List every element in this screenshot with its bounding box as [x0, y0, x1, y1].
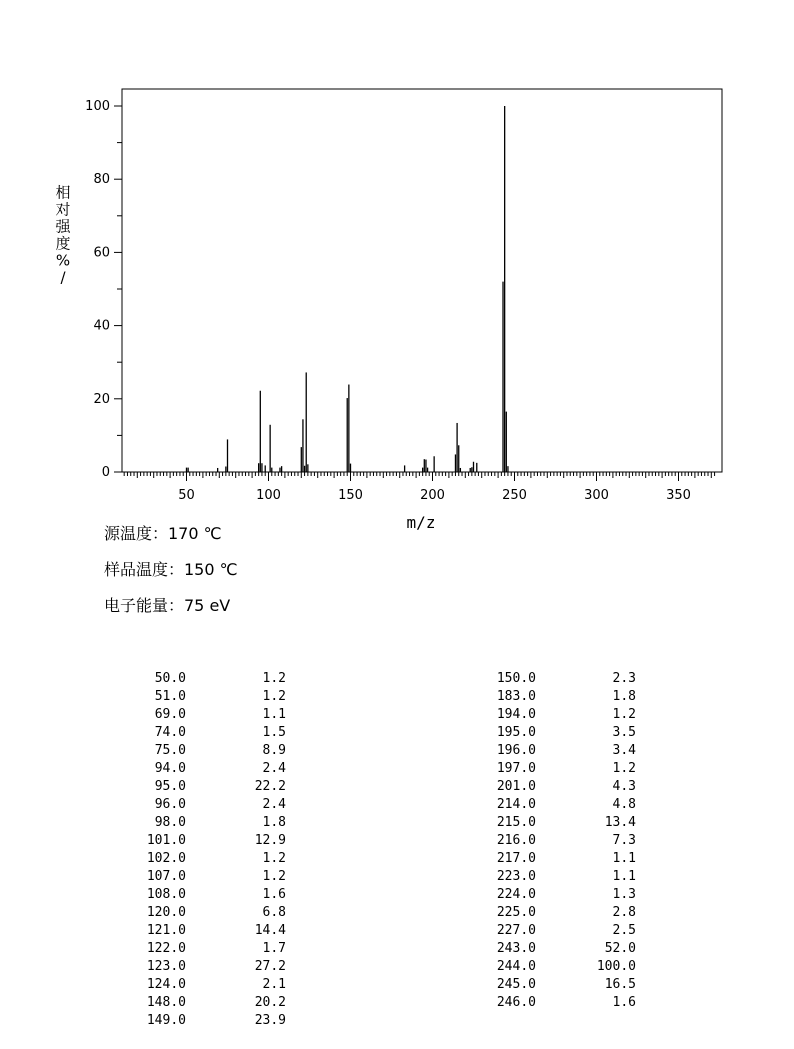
peak-mz: 223.0 — [496, 869, 536, 884]
peak-mz: 217.0 — [496, 851, 536, 866]
peak-mz: 50.0 — [154, 671, 186, 686]
peak-row — [470, 724, 636, 742]
peak-intensity: 8.9 — [262, 743, 286, 758]
peak-row — [470, 904, 636, 922]
peak-mz: 150.0 — [496, 671, 536, 686]
x-tick-label: 150 — [338, 488, 363, 503]
y-tick-label: 80 — [93, 172, 110, 188]
peak-mz: 120.0 — [146, 905, 186, 920]
peak-mz: 225.0 — [496, 905, 536, 920]
peak-intensity: 12.9 — [254, 833, 286, 848]
peak-mz: 124.0 — [146, 977, 186, 992]
peak-row — [470, 994, 636, 1012]
peak-row — [120, 886, 286, 904]
peak-intensity: 52.0 — [604, 941, 636, 956]
peak-intensity: 13.4 — [604, 815, 636, 830]
peak-mz: 243.0 — [496, 941, 536, 956]
peak-intensity: 1.1 — [612, 869, 636, 884]
x-tick-label: 200 — [420, 488, 445, 503]
peak-table-left — [120, 670, 286, 1030]
y-axis-label-char: / — [60, 268, 66, 287]
peak-mz: 123.0 — [146, 959, 186, 974]
peak-mz: 215.0 — [496, 815, 536, 830]
x-tick-label: 50 — [178, 488, 195, 503]
peak-row — [120, 724, 286, 742]
peak-row — [120, 1012, 286, 1030]
peak-intensity: 23.9 — [254, 1013, 286, 1028]
peak-mz: 122.0 — [146, 941, 186, 956]
peak-mz: 224.0 — [496, 887, 536, 902]
peak-table-right — [470, 670, 636, 1012]
peak-row — [470, 850, 636, 868]
peak-mz: 101.0 — [146, 833, 186, 848]
x-tick-label: 100 — [256, 488, 281, 503]
peak-intensity: 1.2 — [262, 851, 286, 866]
y-tick-label: 100 — [85, 99, 110, 114]
y-axis-label-char: 强 — [55, 217, 71, 236]
peak-mz: 108.0 — [146, 887, 186, 902]
peak-intensity: 1.7 — [262, 941, 286, 956]
y-tick-label: 20 — [93, 391, 110, 407]
x-axis — [124, 472, 714, 503]
peak-row — [120, 868, 286, 886]
peak-row — [120, 814, 286, 832]
peak-row — [120, 796, 286, 814]
peak-mz: 96.0 — [154, 797, 186, 812]
peak-intensity: 6.8 — [262, 905, 286, 920]
peak-intensity: 1.2 — [262, 869, 286, 884]
y-tick-label: 0 — [101, 465, 110, 480]
peak-intensity: 1.2 — [262, 671, 286, 686]
x-tick-label: 300 — [584, 488, 609, 503]
peak-mz: 94.0 — [154, 761, 186, 776]
peak-row — [120, 778, 286, 796]
peak-row — [120, 922, 286, 940]
peak-row — [470, 814, 636, 832]
peak-mz: 95.0 — [154, 779, 186, 794]
peak-intensity: 4.8 — [612, 797, 636, 812]
peak-row — [470, 706, 636, 724]
peak-row — [470, 670, 636, 688]
peak-row — [470, 886, 636, 904]
peak-row — [120, 670, 286, 688]
peak-intensity: 2.4 — [262, 797, 286, 812]
peak-mz: 245.0 — [496, 977, 536, 992]
peak-row — [470, 958, 636, 976]
y-axis-label-char: 相 — [55, 183, 71, 202]
peak-row — [120, 742, 286, 760]
y-tick-label: 40 — [93, 318, 110, 334]
peak-row — [120, 832, 286, 850]
peak-row — [120, 940, 286, 958]
peak-row — [470, 742, 636, 760]
y-tick-label: 60 — [93, 245, 110, 261]
peak-mz: 121.0 — [146, 923, 186, 938]
peak-intensity: 1.2 — [612, 707, 636, 722]
peak-intensity: 22.2 — [254, 779, 286, 794]
y-axis-label — [55, 184, 71, 287]
peak-mz: 98.0 — [154, 815, 186, 830]
peak-mz: 227.0 — [496, 923, 536, 938]
peak-intensity: 2.5 — [612, 923, 636, 938]
electron-energy: 电子能量：75 eV — [104, 596, 231, 615]
peak-row — [120, 688, 286, 706]
peak-row — [120, 760, 286, 778]
peak-intensity: 27.2 — [254, 959, 286, 974]
source-temperature: 源温度：170 ℃ — [104, 524, 222, 543]
peak-intensity: 1.6 — [612, 995, 636, 1010]
peak-mz: 183.0 — [496, 689, 536, 704]
peak-row — [120, 850, 286, 868]
x-tick-label: 350 — [666, 488, 691, 503]
peak-bars — [187, 106, 508, 472]
peak-row — [120, 994, 286, 1012]
peak-intensity: 7.3 — [612, 833, 636, 848]
peak-row — [470, 688, 636, 706]
peak-mz: 148.0 — [146, 995, 186, 1010]
peak-intensity: 1.3 — [612, 887, 636, 902]
peak-mz: 51.0 — [154, 689, 186, 704]
peak-intensity: 16.5 — [604, 977, 636, 992]
peak-intensity: 3.5 — [612, 725, 636, 740]
peak-intensity: 1.2 — [612, 761, 636, 776]
y-axis-label-group — [55, 184, 71, 287]
sample-temperature: 样品温度：150 ℃ — [104, 560, 238, 579]
peak-row — [470, 868, 636, 886]
peak-mz: 75.0 — [154, 743, 186, 758]
peak-row — [470, 832, 636, 850]
y-axis-label-char: 度 — [55, 234, 71, 253]
peak-row — [470, 922, 636, 940]
peak-mz: 196.0 — [496, 743, 536, 758]
peak-mz: 74.0 — [154, 725, 186, 740]
y-axis-label-char: 对 — [55, 200, 71, 219]
peak-intensity: 1.8 — [262, 815, 286, 830]
peak-intensity: 1.5 — [262, 725, 286, 740]
peak-row — [120, 904, 286, 922]
peak-intensity: 100.0 — [596, 959, 636, 974]
peak-row — [120, 976, 286, 994]
peak-mz: 195.0 — [496, 725, 536, 740]
peak-row — [470, 940, 636, 958]
peak-intensity: 1.1 — [612, 851, 636, 866]
peak-row — [470, 796, 636, 814]
peak-mz: 102.0 — [146, 851, 186, 866]
peak-intensity: 20.2 — [254, 995, 286, 1010]
peak-intensity: 1.1 — [262, 707, 286, 722]
peak-row — [120, 706, 286, 724]
peak-mz: 246.0 — [496, 995, 536, 1010]
x-axis-label: m/z — [406, 513, 436, 532]
peak-intensity: 2.8 — [612, 905, 636, 920]
peak-intensity: 1.6 — [262, 887, 286, 902]
peak-intensity: 14.4 — [254, 923, 286, 938]
peak-mz: 194.0 — [496, 707, 536, 722]
peak-intensity: 4.3 — [612, 779, 636, 794]
peak-intensity: 3.4 — [612, 743, 636, 758]
peak-row — [470, 976, 636, 994]
peak-row — [470, 778, 636, 796]
peak-mz: 214.0 — [496, 797, 536, 812]
peak-mz: 69.0 — [154, 707, 186, 722]
peak-mz: 197.0 — [496, 761, 536, 776]
peak-intensity: 2.4 — [262, 761, 286, 776]
peak-intensity: 1.8 — [612, 689, 636, 704]
peak-intensity: 2.3 — [612, 671, 636, 686]
plot-frame — [122, 89, 722, 472]
peak-intensity: 1.2 — [262, 689, 286, 704]
y-axis — [85, 99, 122, 480]
peak-mz: 201.0 — [496, 779, 536, 794]
y-axis-label-char: % — [55, 251, 71, 270]
peak-row — [120, 958, 286, 976]
peak-row — [470, 760, 636, 778]
peak-mz: 149.0 — [146, 1013, 186, 1028]
peak-intensity: 2.1 — [262, 977, 286, 992]
peak-mz: 244.0 — [496, 959, 536, 974]
peak-mz: 107.0 — [146, 869, 186, 884]
peak-mz: 216.0 — [496, 833, 536, 848]
x-tick-label: 250 — [502, 488, 527, 503]
